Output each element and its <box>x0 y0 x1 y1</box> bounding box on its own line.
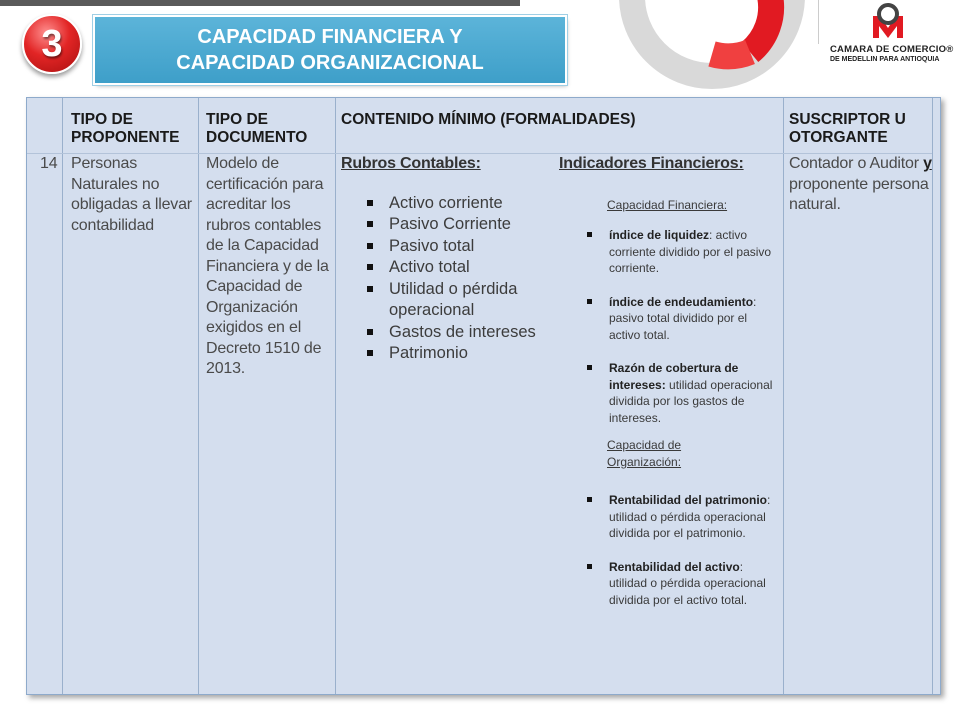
decorative-ring-graphic <box>600 0 815 90</box>
cap-organizacion-title: Capacidad de Organización: <box>607 438 682 469</box>
header-contenido-minimo: CONTENIDO MÍNIMO (FORMALIDADES) <box>341 111 636 128</box>
title-line-2: CAPACIDAD ORGANIZACIONAL <box>176 52 484 74</box>
rubro-item: Pasivo total <box>389 236 551 258</box>
indicator-item <box>609 294 779 344</box>
indicator-name: Razón de cobertura de intereses: <box>609 361 739 392</box>
step-badge <box>22 14 82 74</box>
indicator-item <box>609 492 779 542</box>
proponente-cell: Personas Naturales no obligadas a llevar contabilidad <box>71 155 192 234</box>
indicator-desc: : activo corriente dividido por el pasivo corriente. <box>609 228 772 275</box>
logo-text <box>830 44 960 63</box>
indicator-desc: : utilidad o pérdida operacional dividida por el activo total. <box>609 559 766 607</box>
indicator-item <box>609 559 779 609</box>
indicator-desc: utilidad operacional dividida por los gastos de intereses. <box>609 377 773 425</box>
header-tipo-documento: TIPO DE DOCUMENTO <box>206 111 308 146</box>
financial-indicators-list <box>559 227 779 426</box>
top-bar <box>0 0 520 6</box>
suscriptor-text-b: proponente persona natural. <box>789 175 929 213</box>
suscriptor-text-a: Contador o Auditor <box>789 155 924 172</box>
indicator-item <box>609 360 779 426</box>
step-number: 3 <box>41 23 63 65</box>
suscriptor-cell <box>789 154 934 216</box>
rubro-item: Activo corriente <box>389 193 551 215</box>
column-divider <box>335 98 336 694</box>
indicator-name: Rentabilidad del patrimonio <box>609 493 768 507</box>
cap-financiera-title: Capacidad Financiera: <box>607 197 728 212</box>
rubros-contables-section <box>341 154 551 365</box>
rubro-item: Activo total <box>389 257 551 279</box>
title-line-1: CAPACIDAD FINANCIERA Y <box>197 26 463 48</box>
logo-subtitle: DE MEDELLIN PARA ANTIOQUIA <box>830 56 940 63</box>
indicadores-title: Indicadores Financieros: <box>559 155 744 172</box>
column-divider <box>783 98 784 694</box>
header-suscriptor: SUSCRIPTOR U OTORGANTE <box>789 111 906 146</box>
indicator-name: índice de endeudamiento <box>609 294 754 309</box>
rubro-item: Gastos de intereses <box>389 322 551 344</box>
logo-registered-mark: ® <box>946 44 954 55</box>
rubros-title: Rubros Contables: <box>341 155 481 172</box>
suscriptor-text-y: y <box>923 155 932 172</box>
indicator-desc: : utilidad o pérdida operacional dividida por el patrimonio. <box>609 493 771 540</box>
rubro-item: Pasivo Corriente <box>389 214 551 236</box>
rubro-item: Patrimonio <box>389 343 551 365</box>
indicadores-section <box>559 154 779 625</box>
column-divider <box>62 98 63 694</box>
header-tipo-proponente: TIPO DE PROPONENTE <box>71 111 180 146</box>
column-divider <box>198 98 199 694</box>
indicator-desc: : pasivo total dividido por el activo total. <box>609 294 757 342</box>
rubro-item: Utilidad o pérdida operacional <box>389 279 551 322</box>
indicator-name: Rentabilidad del activo <box>609 559 740 574</box>
rubros-list <box>341 193 551 365</box>
row-number: 14 <box>40 155 58 172</box>
slide-title <box>95 17 565 83</box>
camara-logo-icon <box>818 0 960 44</box>
indicator-name: índice de liquidez <box>609 228 710 242</box>
documento-cell: Modelo de certificación para acreditar los rubros contables de la Capacidad Financiera y de la Capacidad de Organización exigidos en el Decreto 1510 de 2013. <box>206 155 329 377</box>
requirements-table <box>26 97 941 695</box>
organization-indicators-list <box>559 492 779 608</box>
logo-name: CAMARA DE COMERCIO <box>830 44 947 55</box>
indicator-item <box>609 227 779 277</box>
